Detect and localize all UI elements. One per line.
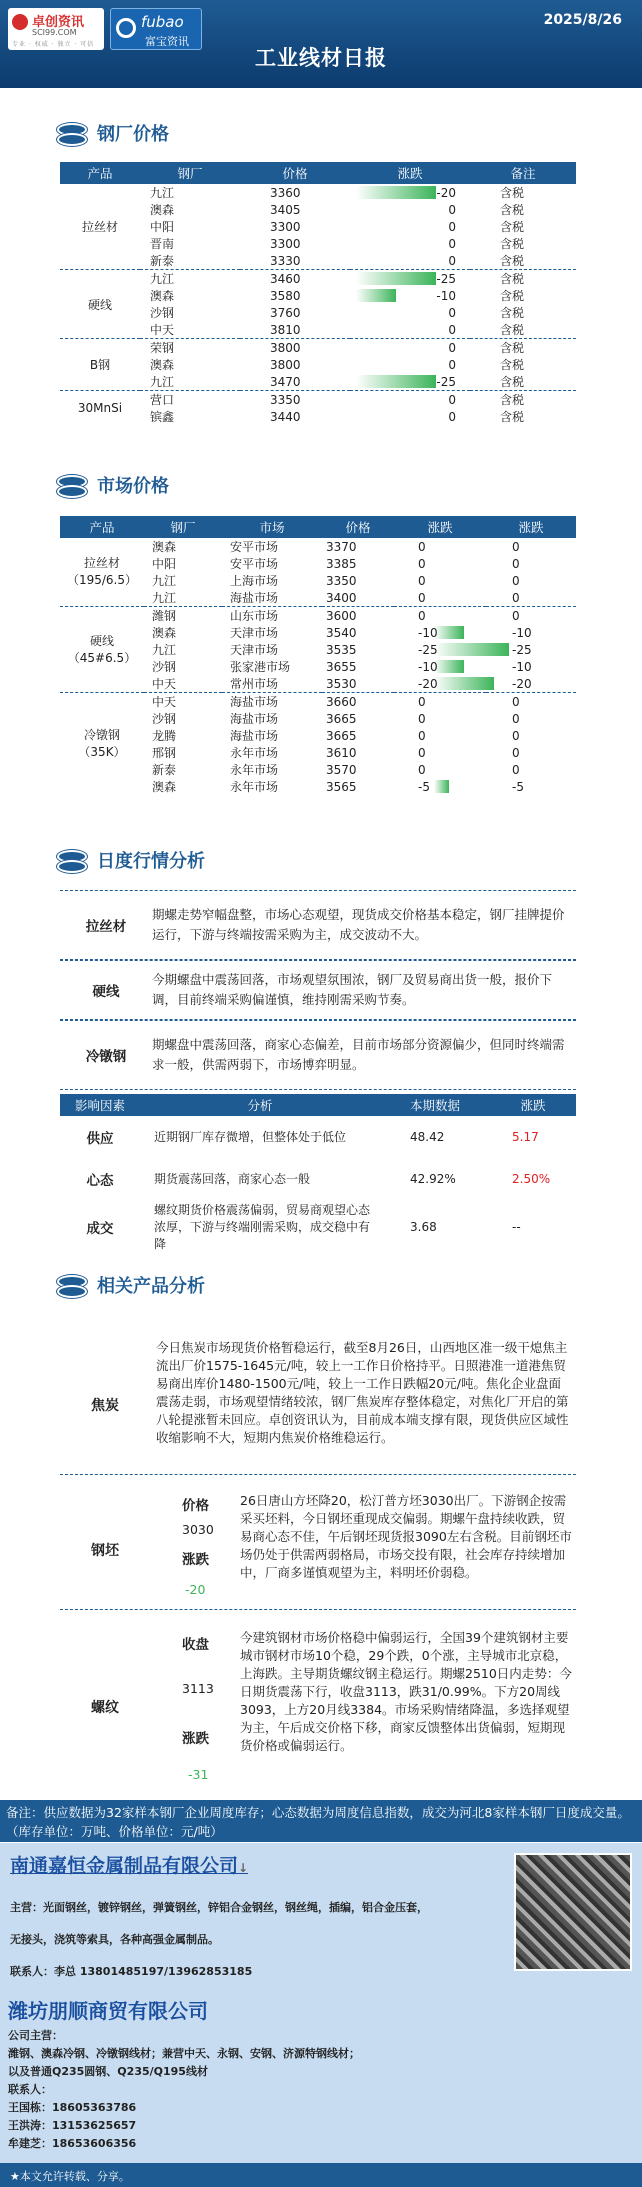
change-value: -10 bbox=[418, 659, 438, 674]
ad2-line4: 联系人： bbox=[8, 2083, 52, 2096]
ad2-line1: 公司主营： bbox=[8, 2029, 63, 2042]
table-header: 产品 bbox=[60, 516, 144, 538]
mill-cell: 新泰 bbox=[152, 763, 177, 777]
factor-change: 5.17 bbox=[512, 1130, 539, 1144]
billet-change-label: 涨跌 bbox=[182, 1552, 209, 1568]
mill-cell: 沙钢 bbox=[150, 306, 175, 320]
market-cell: 天津市场 bbox=[230, 626, 279, 640]
factor-analysis: 螺纹期货价格震荡偏弱，贸易商观望心态浓厚，下游与终端刚需采购，成交稳中有降 bbox=[154, 1202, 371, 1251]
change-bar bbox=[434, 677, 494, 690]
mill-cell: 九江 bbox=[152, 591, 177, 605]
mill-cell: 九江 bbox=[150, 186, 175, 200]
rebar-text: 今建筑钢材市场价格稳中偏弱运行，全国39个建筑钢材主要城市钢材市场10个稳，29个跌，0个涨，主导城市北京稳，上海跌。主导期货螺纹钢主稳运行。期螺2510日内走势：今日期货震荡下行，收盘3113，跌31/0.99%。下方20周线3093，上方20月线3384。市场采购情绪降温，多选择观望为主，午后成交价格下移，商家反馈整体出货偏弱，短期现货价格或偏弱运行。 bbox=[240, 1630, 572, 1753]
market-cell: 永年市场 bbox=[230, 746, 279, 760]
market-cell: 安平市场 bbox=[230, 540, 279, 554]
factor-analysis: 近期钢厂库存微增，但整体处于低位 bbox=[154, 1129, 347, 1144]
market-cell: 上海市场 bbox=[230, 574, 279, 588]
product-cell bbox=[60, 607, 144, 693]
mill-cell: 新泰 bbox=[150, 254, 175, 268]
market-cell: 海盐市场 bbox=[222, 693, 322, 711]
table-row bbox=[60, 339, 576, 357]
change-value: 0 bbox=[418, 762, 426, 777]
factor-change: 2.50% bbox=[512, 1172, 551, 1186]
mill-cell: 沙钢 bbox=[152, 660, 177, 674]
change-text-cell: 0 bbox=[512, 573, 520, 588]
table-header: 钢厂 bbox=[140, 162, 240, 184]
table-header: 产品 bbox=[60, 162, 140, 184]
fubao-brand-sub: 富宝资讯 bbox=[145, 35, 189, 48]
change-value: 0 bbox=[418, 608, 426, 623]
change-value: -5 bbox=[418, 779, 430, 794]
table-header: 涨跌 bbox=[350, 162, 470, 184]
related-billet bbox=[60, 1490, 576, 1610]
product-name: 冷镦钢 bbox=[83, 728, 120, 742]
rebar-close-label: 收盘 bbox=[182, 1637, 209, 1653]
price-cell: 3800 bbox=[240, 339, 350, 357]
change-bar bbox=[434, 626, 464, 639]
product-spec: （35K） bbox=[78, 745, 126, 759]
product-name: 硬线 bbox=[89, 633, 114, 648]
table-header: 钢厂 bbox=[144, 516, 222, 538]
analysis-label: 硬线 bbox=[92, 984, 120, 1000]
change-cell bbox=[350, 184, 470, 201]
ad2-contact: 王洪涛：13153625657 bbox=[8, 2119, 137, 2132]
price-cell: 3530 bbox=[326, 676, 357, 691]
price-cell: 3665 bbox=[326, 728, 357, 743]
change-cell bbox=[394, 624, 486, 641]
note-cell: 含税 bbox=[500, 410, 525, 424]
mill-cell: 澳森 bbox=[152, 540, 177, 554]
change-value: 0 bbox=[418, 539, 426, 554]
change-cell bbox=[350, 218, 470, 235]
change-cell bbox=[394, 572, 486, 589]
table-header: 市场 bbox=[222, 516, 322, 538]
report-header bbox=[0, 0, 642, 88]
change-value: 0 bbox=[418, 745, 426, 760]
change-cell bbox=[394, 761, 486, 778]
change-cell bbox=[350, 391, 470, 409]
change-value: 0 bbox=[448, 340, 456, 355]
change-cell bbox=[394, 778, 486, 795]
factor-label: 成交 bbox=[86, 1221, 114, 1237]
billet-price-label: 价格 bbox=[182, 1498, 209, 1514]
related-rebar bbox=[60, 1625, 576, 1790]
table-row bbox=[60, 270, 576, 288]
change-cell bbox=[350, 356, 470, 373]
related-coke bbox=[60, 1335, 576, 1475]
price-cell: 3400 bbox=[326, 590, 357, 605]
coke-text: 今日焦炭市场现货价格暂稳运行，截至8月26日，山西地区准一级干熄焦主流出厂价1575-1645元/吨，较上一工作日价格持平。日照港准一道港焦贸易商出库价1480-1500元/吨，较上一工作日跌幅20元/吨。焦化企业盘面震荡走弱，市场观望情绪较浓，钢厂焦炭库存整体稳定，对焦化厂开启的第八轮提涨暂未回应。卓创资讯认为，目前成本端支撑有限，现货供应区域性收缩影响不大，短期内焦炭价格维稳运行。 bbox=[156, 1340, 569, 1445]
change-value: -20 bbox=[436, 185, 456, 200]
product-cell bbox=[60, 538, 144, 607]
mill-cell: 中天 bbox=[150, 323, 175, 337]
note-cell: 含税 bbox=[500, 358, 525, 372]
note-cell: 含税 bbox=[500, 254, 525, 268]
change-value: 0 bbox=[418, 728, 426, 743]
change-text-cell: 0 bbox=[486, 607, 576, 625]
analysis-wire-rod bbox=[60, 890, 576, 960]
change-cell bbox=[350, 408, 470, 425]
change-cell bbox=[350, 201, 470, 218]
ad1-contact: 联系人：李总 13801485197/13962853185 bbox=[10, 1965, 253, 1978]
change-value: 0 bbox=[448, 357, 456, 372]
change-text-cell: -20 bbox=[512, 676, 532, 691]
note-cell: 含税 bbox=[500, 203, 525, 217]
mill-cell: 龙腾 bbox=[152, 729, 177, 743]
mill-cell: 中天 bbox=[144, 693, 222, 711]
change-value: 0 bbox=[448, 253, 456, 268]
sci99-brand-sub: SCI99.COM bbox=[32, 28, 77, 37]
change-value: 0 bbox=[448, 322, 456, 337]
factor-row bbox=[60, 1158, 576, 1200]
mill-cell: 中阳 bbox=[152, 557, 177, 571]
table-header: 价格 bbox=[322, 516, 394, 538]
analysis-label: 冷镦钢 bbox=[85, 1049, 127, 1065]
coins-icon bbox=[55, 473, 85, 497]
footer-note: ★本文允许转载、分享。 bbox=[0, 2163, 642, 2187]
mill-cell: 九江 bbox=[152, 643, 177, 657]
sci99-logo-icon bbox=[12, 14, 28, 30]
mill-cell: 澳森 bbox=[150, 203, 175, 217]
change-value: -25 bbox=[418, 642, 438, 657]
billet-text: 26日唐山方坯降20，松汀普方坯3030出厂。下游钢企按需采买坯料，今日钢坯重现成交偏弱。期螺午盘持续收跌，贸易商心态不佳，午后钢坯现货报3090左右含税。目前钢坯市场仍处于供需两弱格局，市场交投有限，社会库存持续增加中，厂商多谨慎观望为主，料明坯价弱稳。 bbox=[240, 1493, 572, 1580]
change-value: 0 bbox=[448, 202, 456, 217]
change-text-cell: -5 bbox=[512, 779, 524, 794]
coins-icon bbox=[55, 848, 85, 872]
change-value: -10 bbox=[436, 288, 456, 303]
report-date: 2025/8/26 bbox=[543, 12, 622, 28]
product-cell: 30MnSi bbox=[60, 391, 140, 426]
mill-cell: 澳森 bbox=[152, 780, 177, 794]
change-text-cell: -10 bbox=[512, 659, 532, 674]
factor-row bbox=[60, 1200, 576, 1254]
price-cell: 3370 bbox=[326, 539, 357, 554]
change-cell bbox=[394, 555, 486, 572]
ad-jiaheng bbox=[0, 1843, 642, 1993]
change-cell bbox=[350, 339, 470, 357]
table-header: 涨跌 bbox=[394, 516, 486, 538]
price-cell: 3350 bbox=[326, 573, 357, 588]
price-cell: 3580 bbox=[270, 288, 301, 303]
change-value: 0 bbox=[418, 573, 426, 588]
product-cell bbox=[60, 693, 144, 796]
change-value: 0 bbox=[418, 590, 426, 605]
mill-cell: 邢钢 bbox=[152, 746, 177, 760]
table-header: 分析 bbox=[140, 1094, 380, 1116]
note-cell: 含税 bbox=[500, 186, 525, 200]
section-daily-analysis bbox=[55, 845, 205, 875]
wire-rope-image bbox=[514, 1853, 632, 1971]
factor-value: 3.68 bbox=[410, 1220, 437, 1234]
change-bar bbox=[434, 660, 464, 673]
billet-price: 3030 bbox=[182, 1522, 214, 1537]
note-cell: 含税 bbox=[500, 289, 525, 303]
change-value: 0 bbox=[418, 556, 426, 571]
analysis-label: 拉丝材 bbox=[85, 919, 127, 935]
market-cell: 常州市场 bbox=[230, 677, 279, 691]
mill-price-table bbox=[60, 162, 576, 425]
price-cell: 3405 bbox=[270, 202, 301, 217]
sci99-brand-tag: 专业 · 权威 · 独立 · 可信 bbox=[12, 41, 95, 48]
change-cell bbox=[350, 270, 470, 288]
change-cell bbox=[394, 658, 486, 675]
product-name: 拉丝材 bbox=[83, 556, 120, 570]
coke-label: 焦炭 bbox=[91, 1398, 119, 1414]
rebar-close: 3113 bbox=[182, 1681, 214, 1696]
price-cell: 3350 bbox=[240, 391, 350, 409]
price-cell: 3360 bbox=[270, 185, 301, 200]
change-cell bbox=[394, 675, 486, 693]
price-cell: 3810 bbox=[270, 322, 301, 337]
price-cell: 3655 bbox=[326, 659, 357, 674]
change-text-cell: 0 bbox=[512, 728, 520, 743]
price-cell: 3440 bbox=[270, 409, 301, 424]
change-text-cell: 0 bbox=[512, 745, 520, 760]
change-cell bbox=[394, 744, 486, 761]
factor-change: -- bbox=[512, 1220, 521, 1234]
change-cell bbox=[350, 373, 470, 391]
change-text-cell: 0 bbox=[486, 693, 576, 711]
change-cell bbox=[350, 235, 470, 252]
change-cell bbox=[394, 589, 486, 607]
factor-table bbox=[60, 1094, 576, 1254]
ad2-line2: 潍钢、澳森冷钢、冷镦钢线材；兼营中天、永钢、安钢、济源特钢线材； bbox=[8, 2047, 360, 2060]
mill-cell: 澳森 bbox=[150, 289, 175, 303]
market-cell: 海盐市场 bbox=[230, 712, 279, 726]
table-row bbox=[60, 538, 576, 555]
price-cell: 3385 bbox=[326, 556, 357, 571]
section-title: 市场价格 bbox=[97, 476, 169, 497]
section-mill-prices bbox=[55, 118, 169, 148]
table-header: 备注 bbox=[470, 162, 576, 184]
change-bar bbox=[356, 375, 436, 388]
mill-cell: 晋南 bbox=[150, 237, 175, 251]
analysis-hard-wire bbox=[60, 960, 576, 1020]
product-cell: 拉丝材 bbox=[81, 220, 118, 234]
price-cell: 3565 bbox=[326, 779, 357, 794]
change-text-cell: -25 bbox=[512, 642, 532, 657]
note-cell: 含税 bbox=[500, 220, 525, 234]
factor-label: 心态 bbox=[86, 1173, 114, 1189]
factor-analysis: 期货震荡回落，商家心态一般 bbox=[154, 1171, 311, 1186]
change-text-cell: 0 bbox=[512, 539, 520, 554]
product-cell: B钢 bbox=[60, 339, 140, 391]
ad2-company: 潍坊朋顺商贸有限公司 bbox=[8, 1999, 208, 2023]
change-cell bbox=[394, 538, 486, 555]
section-related bbox=[55, 1270, 205, 1300]
table-row bbox=[60, 693, 576, 711]
price-cell: 3610 bbox=[326, 745, 357, 760]
price-cell: 3665 bbox=[326, 711, 357, 726]
change-cell bbox=[394, 607, 486, 625]
note-cell: 含税 bbox=[470, 270, 576, 288]
change-bar bbox=[434, 643, 509, 656]
change-cell bbox=[350, 252, 470, 270]
billet-change: -20 bbox=[185, 1582, 206, 1597]
table-header: 涨跌 bbox=[490, 1094, 576, 1116]
analysis-text: 期螺走势窄幅盘整，市场心态观望，现货成交价格基本稳定，钢厂挂牌提价运行，下游与终端按需采购为主，成交波动不大。 bbox=[152, 907, 565, 942]
mill-cell: 镔鑫 bbox=[150, 410, 175, 424]
market-cell: 永年市场 bbox=[230, 780, 279, 794]
market-cell: 永年市场 bbox=[230, 763, 279, 777]
change-bar bbox=[356, 186, 436, 199]
ad2-line3: 以及普通Q235圆钢、Q235/Q195线材 bbox=[8, 2065, 208, 2078]
ad1-line2: 无接头，浇筑等索具，各种高强金属制品。 bbox=[10, 1933, 219, 1946]
mill-cell: 九江 bbox=[150, 375, 175, 389]
change-cell bbox=[350, 287, 470, 304]
analysis-cold-heading bbox=[60, 1020, 576, 1090]
change-cell bbox=[350, 321, 470, 339]
section-title: 相关产品分析 bbox=[97, 1276, 205, 1297]
ad1-line1: 主营：光面钢丝，镀锌钢丝，弹簧钢丝，锌铝合金钢丝，钢丝绳，插编，铝合金压套， bbox=[10, 1901, 428, 1914]
table-header: 价格 bbox=[240, 162, 350, 184]
market-cell: 山东市场 bbox=[222, 607, 322, 625]
billet-label: 钢坯 bbox=[91, 1543, 119, 1559]
mill-cell: 澳森 bbox=[150, 358, 175, 372]
price-cell: 3300 bbox=[270, 219, 301, 234]
note-cell: 含税 bbox=[500, 323, 525, 337]
rebar-change-label: 涨跌 bbox=[182, 1731, 209, 1747]
market-cell: 天津市场 bbox=[230, 643, 279, 657]
price-cell: 3540 bbox=[326, 625, 357, 640]
change-value: 0 bbox=[418, 711, 426, 726]
market-cell: 海盐市场 bbox=[230, 591, 279, 605]
mill-cell: 沙钢 bbox=[152, 712, 177, 726]
change-value: 0 bbox=[448, 219, 456, 234]
mill-cell: 澳森 bbox=[152, 626, 177, 640]
mill-cell: 潍钢 bbox=[144, 607, 222, 625]
change-value: 0 bbox=[418, 694, 426, 709]
price-cell: 3800 bbox=[270, 357, 301, 372]
price-cell: 3300 bbox=[270, 236, 301, 251]
market-cell: 安平市场 bbox=[230, 557, 279, 571]
price-cell: 3600 bbox=[322, 607, 394, 625]
price-cell: 3535 bbox=[326, 642, 357, 657]
change-text-cell: 0 bbox=[512, 762, 520, 777]
section-market-prices bbox=[55, 470, 169, 500]
change-value: 0 bbox=[448, 236, 456, 251]
coins-icon bbox=[55, 121, 85, 145]
change-value: -10 bbox=[418, 625, 438, 640]
data-note: 备注：供应数据为32家样本钢厂企业周度库存；心态数据为周度信息指数，成交为河北8家样本钢厂日度成交量。（库存单位：万吨、价格单位：元/吨） bbox=[0, 1800, 642, 1842]
change-value: 0 bbox=[448, 409, 456, 424]
mill-cell: 中天 bbox=[152, 677, 177, 691]
change-text-cell: 0 bbox=[512, 556, 520, 571]
price-cell: 3470 bbox=[270, 374, 301, 389]
rebar-label: 螺纹 bbox=[91, 1700, 119, 1716]
table-row bbox=[60, 607, 576, 625]
rebar-change: -31 bbox=[188, 1767, 209, 1782]
price-cell: 3760 bbox=[270, 305, 301, 320]
change-cell bbox=[394, 641, 486, 658]
product-spec: （195/6.5） bbox=[66, 573, 138, 587]
mill-cell: 九江 bbox=[152, 574, 177, 588]
price-cell: 3460 bbox=[240, 270, 350, 288]
change-cell bbox=[394, 693, 486, 711]
table-row bbox=[60, 391, 576, 409]
change-bar bbox=[356, 272, 436, 285]
note-cell: 含税 bbox=[470, 391, 576, 409]
section-title: 日度行情分析 bbox=[97, 851, 205, 872]
sci99-brand: 卓创资讯 bbox=[32, 15, 85, 30]
fubao-brand: fubao bbox=[141, 13, 184, 31]
change-cell bbox=[350, 304, 470, 321]
price-cell: 3660 bbox=[322, 693, 394, 711]
note-cell: 含税 bbox=[500, 375, 525, 389]
report-title: 工业线材日报 bbox=[255, 46, 387, 70]
factor-label: 供应 bbox=[86, 1131, 114, 1147]
mill-cell: 荣钢 bbox=[140, 339, 240, 357]
table-header: 影响因素 bbox=[60, 1094, 140, 1116]
change-value: 0 bbox=[448, 392, 456, 407]
change-bar bbox=[434, 780, 449, 793]
change-text-cell: 0 bbox=[512, 711, 520, 726]
note-cell: 含税 bbox=[470, 339, 576, 357]
market-cell: 海盐市场 bbox=[230, 729, 279, 743]
change-text-cell: 0 bbox=[512, 590, 520, 605]
market-price-table bbox=[60, 516, 576, 795]
ad2-contact: 王国栋：18605363786 bbox=[8, 2101, 137, 2114]
mill-cell: 中阳 bbox=[150, 220, 175, 234]
factor-value: 42.92% bbox=[410, 1172, 456, 1186]
ad-pengshun bbox=[0, 1993, 642, 2163]
analysis-text: 今期螺盘中震荡回落，市场观望氛围浓，钢厂及贸易商出货一般，报价下调，目前终端采购偏谨慎，维持刚需采购节奏。 bbox=[152, 972, 553, 1007]
mill-cell: 营口 bbox=[140, 391, 240, 409]
fubao-logo-icon bbox=[116, 18, 136, 38]
change-text-cell: -10 bbox=[512, 625, 532, 640]
price-cell: 3570 bbox=[326, 762, 357, 777]
coins-icon bbox=[55, 1273, 85, 1297]
note-cell: 含税 bbox=[500, 237, 525, 251]
table-row bbox=[60, 184, 576, 201]
change-value: -25 bbox=[436, 271, 456, 286]
change-value: 0 bbox=[448, 305, 456, 320]
product-cell: 硬线 bbox=[60, 270, 140, 339]
table-header: 涨跌 bbox=[486, 516, 576, 538]
mill-cell: 九江 bbox=[140, 270, 240, 288]
factor-row bbox=[60, 1116, 576, 1158]
change-value: -25 bbox=[436, 374, 456, 389]
price-cell: 3330 bbox=[270, 253, 301, 268]
product-spec: （45#6.5） bbox=[67, 650, 137, 665]
factor-value: 48.42 bbox=[410, 1130, 445, 1144]
analysis-text: 期螺盘中震荡回落，商家心态偏差，目前市场部分资源偏少，但同时终端需求一般，供需两弱下，市场博弈明显。 bbox=[152, 1037, 565, 1072]
change-bar bbox=[356, 289, 396, 302]
market-cell: 张家港市场 bbox=[230, 660, 291, 674]
ad2-contact: 牟建芝：18653606356 bbox=[8, 2137, 137, 2150]
change-cell bbox=[394, 710, 486, 727]
change-value: -20 bbox=[418, 676, 438, 691]
table-header: 本期数据 bbox=[380, 1094, 490, 1116]
section-title: 钢厂价格 bbox=[97, 124, 169, 145]
note-cell: 含税 bbox=[500, 306, 525, 320]
change-cell bbox=[394, 727, 486, 744]
ad1-company: 南通嘉恒金属制品有限公司↓ bbox=[10, 1855, 249, 1877]
